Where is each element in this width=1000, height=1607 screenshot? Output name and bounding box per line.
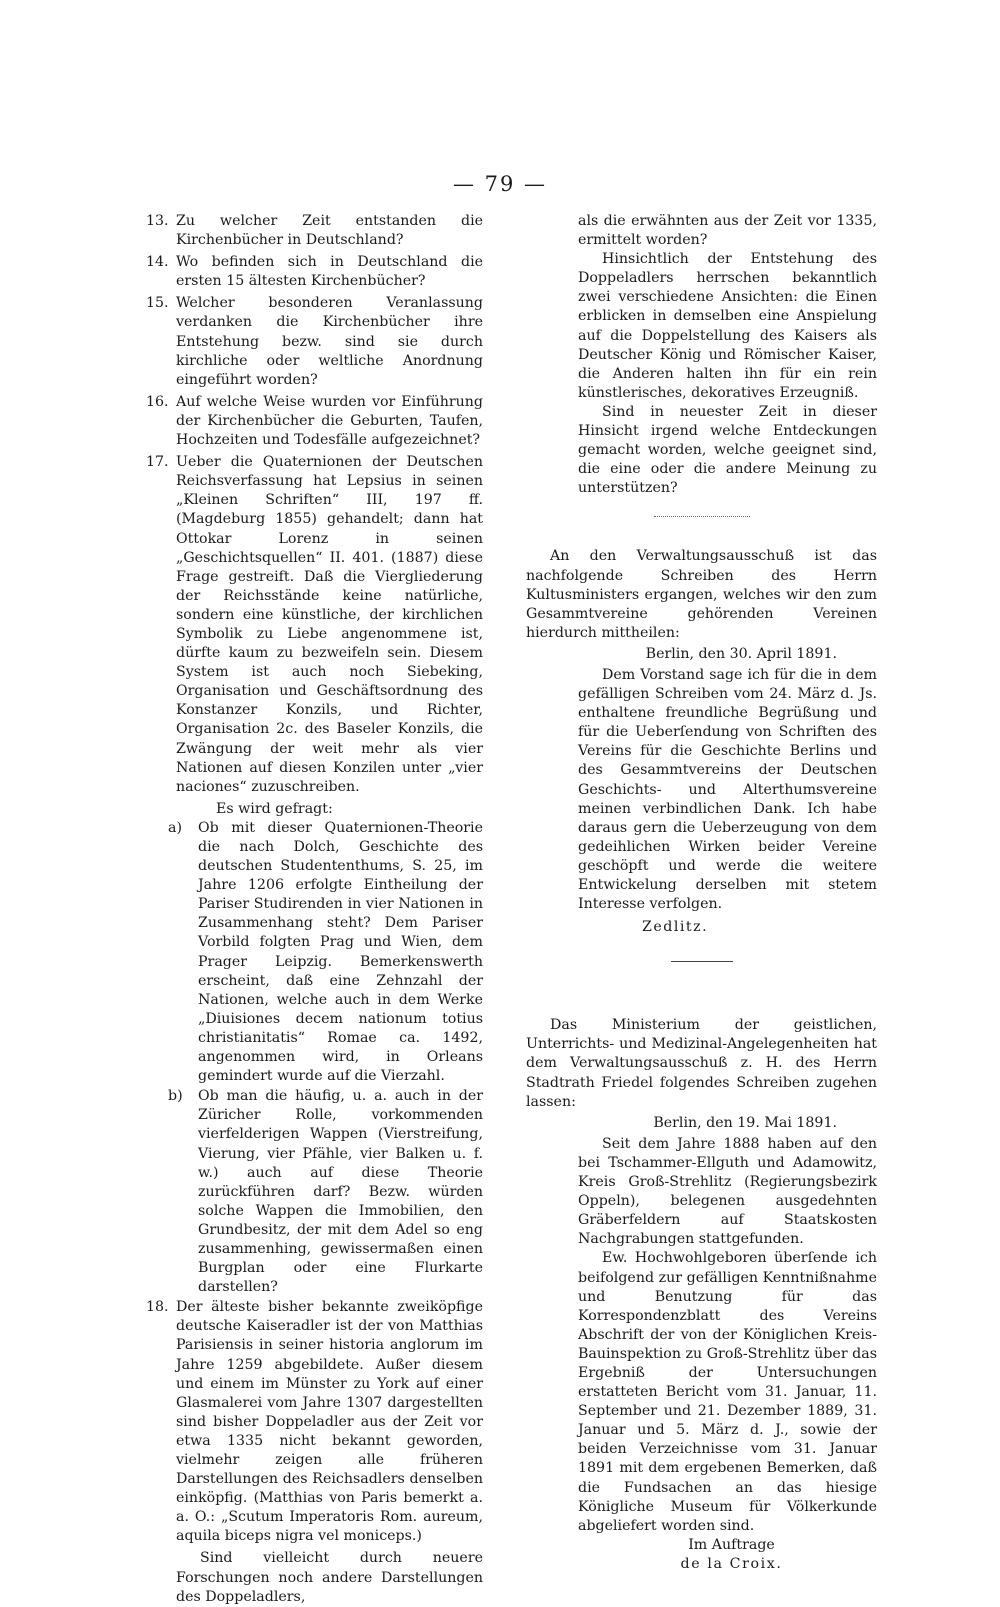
letter-body: Ew. Hochwohlgeboren überſende ich beifolgend zur gefälligen Kenntnißnahme und Benutzung für das Korrespondenzblatt des Vereins Abschrift der von der Königlichen Kreis-Bauinspektion zu Groß-Strehlitz über das Ergebniß der Untersuchungen erstatteten Bericht vom 31. Januar, 11. September und 21. Dezember 1889, 31. Januar und 5. März d. J., sowie der beiden Verzeichnisse vom 31. Januar 1891 mit dem ergebenen Bemerken, daß die Fundsachen an das hiesige Königliche Museum für Völkerkunde abgeliefert worden sind.: [578, 1250, 877, 1534]
question-18-continued: [526, 212, 877, 498]
letter-signature: Zedlitz.: [642, 919, 709, 936]
section-divider: [671, 961, 733, 962]
question-13: [146, 212, 483, 250]
question-number: 14.: [146, 254, 169, 271]
question-text: Auf welche Weise wurden vor Einführung der Kirchenbücher die Geburten, Taufen, Hochzeiten und Todesfälle aufgezeichnet?: [176, 393, 483, 449]
right-column: [526, 212, 877, 1576]
letter-ministerium: [526, 1016, 877, 1574]
letter-body: Dem Vorstand sage ich für die in dem gefälligen Schreiben vom 24. März d. Js. enthaltene freundliche Begrüßung und für die Ueberſendung von Schriften des Vereins für die Geschichte Berlins und des Gesammtvereins der Deutschen Geschichts- und Alterthumsvereine meinen verbindlichen Dank. Ich habe daraus gern die Ueberzeugung von dem gedeihlichen Wirken beider Vereine geschöpft und werde die weitere Entwickelung derselben mit stetem Interesse verfolgen.: [578, 666, 877, 913]
letter-signature: de la Croix.: [680, 1555, 783, 1572]
sub-question-letter: b): [168, 1088, 183, 1105]
question-number: 18.: [146, 1299, 169, 1316]
letter-closing: Im Auftrage: [688, 1536, 775, 1553]
question-number: 13.: [146, 213, 169, 229]
question-18-paragraph: Sind in neuester Zeit in dieser Hinsicht irgend welche Entdeckungen gemacht worden, welche geeignet sind, die eine oder die andere Meinung zu unterstützen?: [578, 403, 877, 497]
question-number: 15.: [146, 295, 169, 312]
letter-body: Seit dem Jahre 1888 haben auf den bei Tschammer-Ellguth und Adamowitz, Kreis Groß-Strehlitz (Regierungsbezirk Oppeln), belegenen ausgedehnten Gräberfeldern auf Staatskosten Nachgrabungen stattgefunden.: [578, 1135, 877, 1248]
question-text: Wo befinden sich in Deutschland die ersten 15 ältesten Kirchenbücher?: [176, 254, 483, 290]
question-17: [146, 453, 483, 797]
question-18: [146, 1298, 483, 1546]
question-15: [146, 294, 483, 389]
question-text: Zu welcher Zeit entstanden die Kirchenbücher in Deutschland?: [176, 213, 483, 249]
sub-question-text: Ob mit dieser Quaternionen-Theorie die nach Dolch, Geschichte des deutschen Studententhums, S. 25, im Jahre 1206 erfolgte Eintheilung der Pariser Studirenden in vier Nationen in Zusammenhang steht? Dem Pariser Vorbild folgten Prag und Wien, dem Prager Leipzig. Bemerkenswerth erscheint, daß eine Zehnzahl der Nationen, welche auch in dem Werke „Diuisiones decem nationum totius christianitatis“ Romae ca. 1492, angenommen wird, in Orleans gemindert wurde auf die Vierzahl.: [198, 819, 483, 1085]
question-18-continuation: Sind vielleicht durch neuere Forschungen noch andere Darstellungen des Doppeladlers,: [176, 1550, 483, 1605]
question-text: Ueber die Quaternionen der Deutschen Reichsverfassung hat Lepsius in seinen „Kleinen Schriften“ III, 197 ff. (Magdeburg 1855) gehandelt; dann hat Ottokar Lorenz in seinen „Geschichtsquellen“ II. 401. (1887) diese Frage gestreift. Daß die Viergliederung der Reichsstände keine natürliche, sondern eine künstliche, der kirchlichen Symbolik zu Liebe angenommene ist, dürfte kaum zu bezweifeln sein. Diesem System ist auch noch Siebeking, Organisation und Geschäftsordnung des Konstanzer Konzils, und Richter, Organisation 2c. des Baseler Konzils, die Zwängung der weit mehr als vier Nationen auf diesen Konzilen unter „vier naciones“ zuzuschreiben.: [176, 454, 483, 795]
question-text: Welcher besonderen Veranlassung verdanken die Kirchenbücher ihre Entstehung bezw. sind sie durch kirchliche oder weltliche Anordnung eingeführt worden?: [176, 295, 483, 388]
section-divider: [654, 516, 750, 517]
sub-question-letter: a): [168, 819, 182, 836]
question-17a: [168, 819, 483, 1086]
letter-intro: Das Ministerium der geistlichen, Unterrichts- und Medizinal-Angelegenheiten hat dem Verwaltungsausschuß z. H. des Herrn Stadtrath Friedel folgendes Schreiben zugehen lassen:: [526, 1017, 877, 1110]
letter-date: Berlin, den 19. Mai 1891.: [653, 1114, 837, 1131]
letter-kultusminister: [526, 547, 877, 937]
left-column: [146, 212, 483, 1607]
question-number: 17.: [146, 454, 169, 471]
sub-question-text: Ob man die häufig, u. a. auch in der Züricher Rolle, vorkommenden vierfelderigen Wappen (Vierstreifung, Vierung, vier Pfähle, vier Balken u. f. w.) auch auf diese Theorie zurückführen darf? Bezw. würden solche Wappen die Immobilien, den Grundbesitz, der mit dem Adel so eng zusammenhing, gewissermaßen einen Burgplan oder eine Flurkarte darstellen?: [198, 1088, 483, 1296]
question-18-continuation-text: als die erwähnten aus der Zeit vor 1335, ermittelt worden?: [578, 213, 877, 249]
question-number: 16.: [146, 393, 169, 410]
letter-intro: An den Verwaltungsausschuß ist das nachfolgende Schreiben des Herrn Kultusministers ergangen, welches wir den zum Gesammtvereine gehörenden Vereinen hierdurch mittheilen:: [526, 548, 877, 641]
question-17b: [168, 1087, 483, 1297]
letter-date: Berlin, den 30. April 1891.: [645, 645, 837, 662]
asked-label: Es wird gefragt:: [216, 800, 333, 817]
question-18-paragraph: Hinsichtlich der Entstehung des Doppeladlers herrschen bekanntlich zwei verschiedene Ansichten: die Einen erblicken in demselben eine Anspielung auf die Doppelstellung des Kaisers als Deutscher König und Römischer Kaiser, die Anderen halten ihn für ein rein künstlerisches, dekoratives Erzeugniß.: [578, 251, 877, 401]
question-16: [146, 393, 483, 450]
page-number: — 79 —: [452, 172, 548, 196]
question-text: Der älteste bisher bekannte zweiköpfige deutsche Kaiseradler ist der von Matthias Parisiensis in seiner historia anglorum im Jahre 1259 abgebildete. Außer diesem und einem im Münster zu York auf einer Glasmalerei vom Jahre 1307 dargestellten sind bisher Doppeladler aus der Zeit vor etwa 1335 nicht bekannt geworden, vielmehr zeigen alle früheren Darstellungen des Reichsadlers denselben einköpfig. (Matthias von Paris bemerkt a. a. O.: „Scutum Imperatoris Rom. aureum, aquila biceps nigra vel moniceps.): [176, 1299, 483, 1545]
question-14: [146, 253, 483, 291]
